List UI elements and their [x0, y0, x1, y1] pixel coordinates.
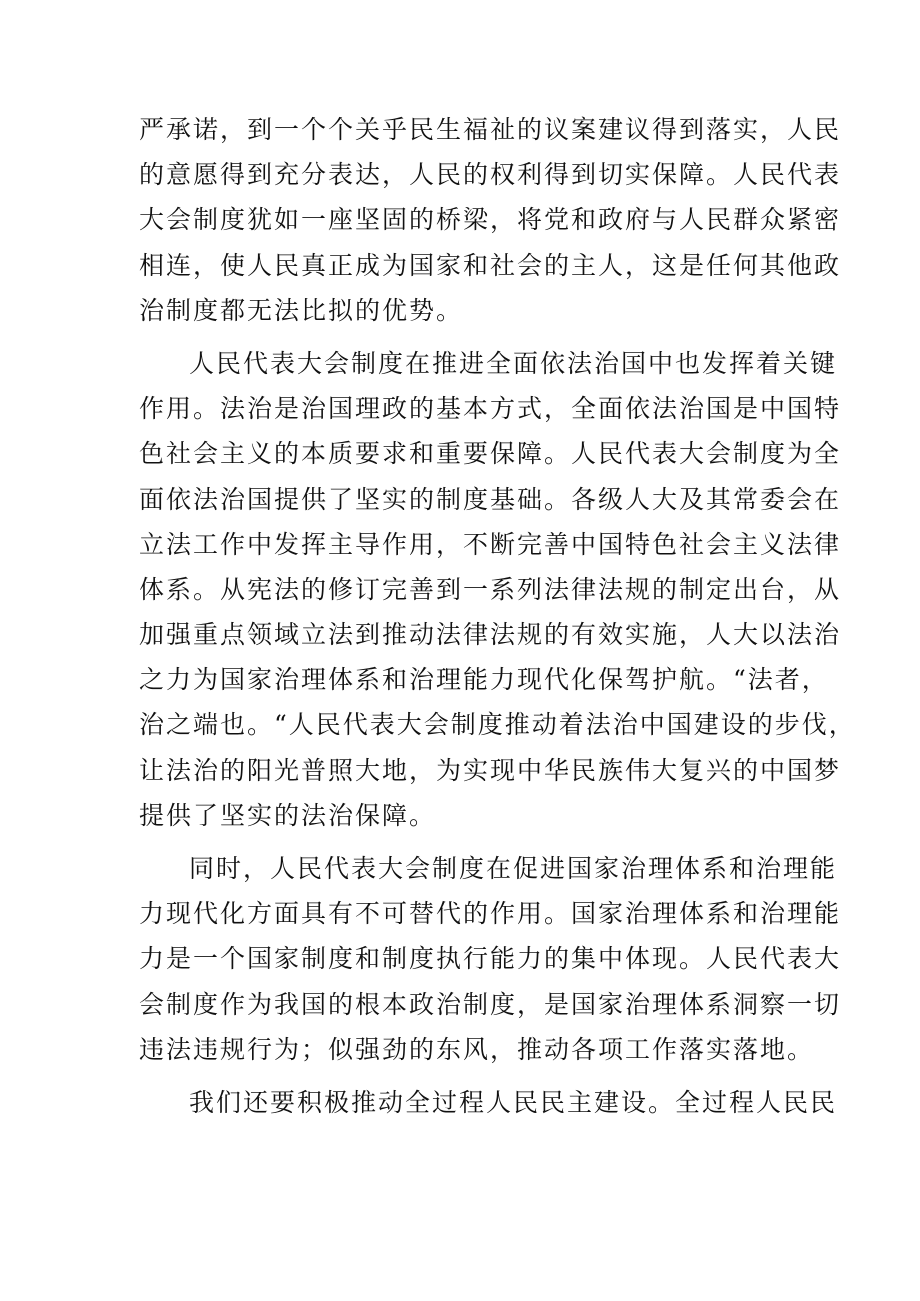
- paragraph-3: [139, 846, 842, 1072]
- text-line: 之力为国家治理体系和治理能力现代化保驾护航。“法者，: [139, 665, 829, 695]
- text-line: 体系。从宪法的修订完善到一系列法律法规的制定出台，从: [139, 574, 842, 604]
- text-line: 色社会主义的本质要求和重要保障。人民代表大会制度为全: [139, 439, 842, 469]
- text-line: 治制度都无法比拟的优势。: [139, 295, 464, 325]
- text-line: 大会制度犹如一座坚固的桥梁，将党和政府与人民群众紧密: [139, 205, 842, 235]
- text-line: 会制度作为我国的根本政治制度，是国家治理体系洞察一切: [139, 989, 842, 1019]
- text-line: 让法治的阳光普照大地，为实现中华民族伟大复兴的中国梦: [139, 755, 842, 785]
- text-line: 人民代表大会制度在推进全面依法治国中也发挥着关键: [189, 348, 838, 378]
- text-line: 提供了坚实的法治保障。: [139, 800, 437, 830]
- text-line: 我们还要积极推动全过程人民民主建设。全过程人民民: [189, 1087, 838, 1117]
- text-line: 治之端也。“人民代表大会制度推动着法治中国建设的步伐，: [139, 710, 856, 740]
- text-line: 相连，使人民真正成为国家和社会的主人，这是任何其他政: [139, 250, 842, 280]
- document-body: [139, 107, 856, 1133]
- text-line: 力是一个国家制度和制度执行能力的集中体现。人民代表大: [139, 944, 842, 974]
- text-line: 严承诺，到一个个关乎民生福祉的议案建议得到落实，人民: [139, 115, 842, 144]
- text-line: 作用。法治是治国理政的基本方式，全面依法治国是中国特: [139, 394, 842, 424]
- paragraph-4: [139, 1080, 838, 1125]
- text-line: 的意愿得到充分表达，人民的权利得到切实保障。人民代表: [139, 160, 842, 190]
- text-line: 面依法治国提供了坚实的制度基础。各级人大及其常委会在: [139, 484, 842, 514]
- paragraph-2: [139, 341, 856, 838]
- paragraph-1: [139, 107, 842, 333]
- text-line: 同时，人民代表大会制度在促进国家治理体系和治理能: [189, 854, 838, 883]
- text-line: 力现代化方面具有不可替代的作用。国家治理体系和治理能: [139, 899, 842, 929]
- text-line: 违法违规行为；似强劲的东风，推动各项工作落实落地。: [139, 1034, 815, 1064]
- text-line: 加强重点领域立法到推动法律法规的有效实施，人大以法治: [139, 620, 842, 650]
- text-line: 立法工作中发挥主导作用，不断完善中国特色社会主义法律: [139, 529, 842, 559]
